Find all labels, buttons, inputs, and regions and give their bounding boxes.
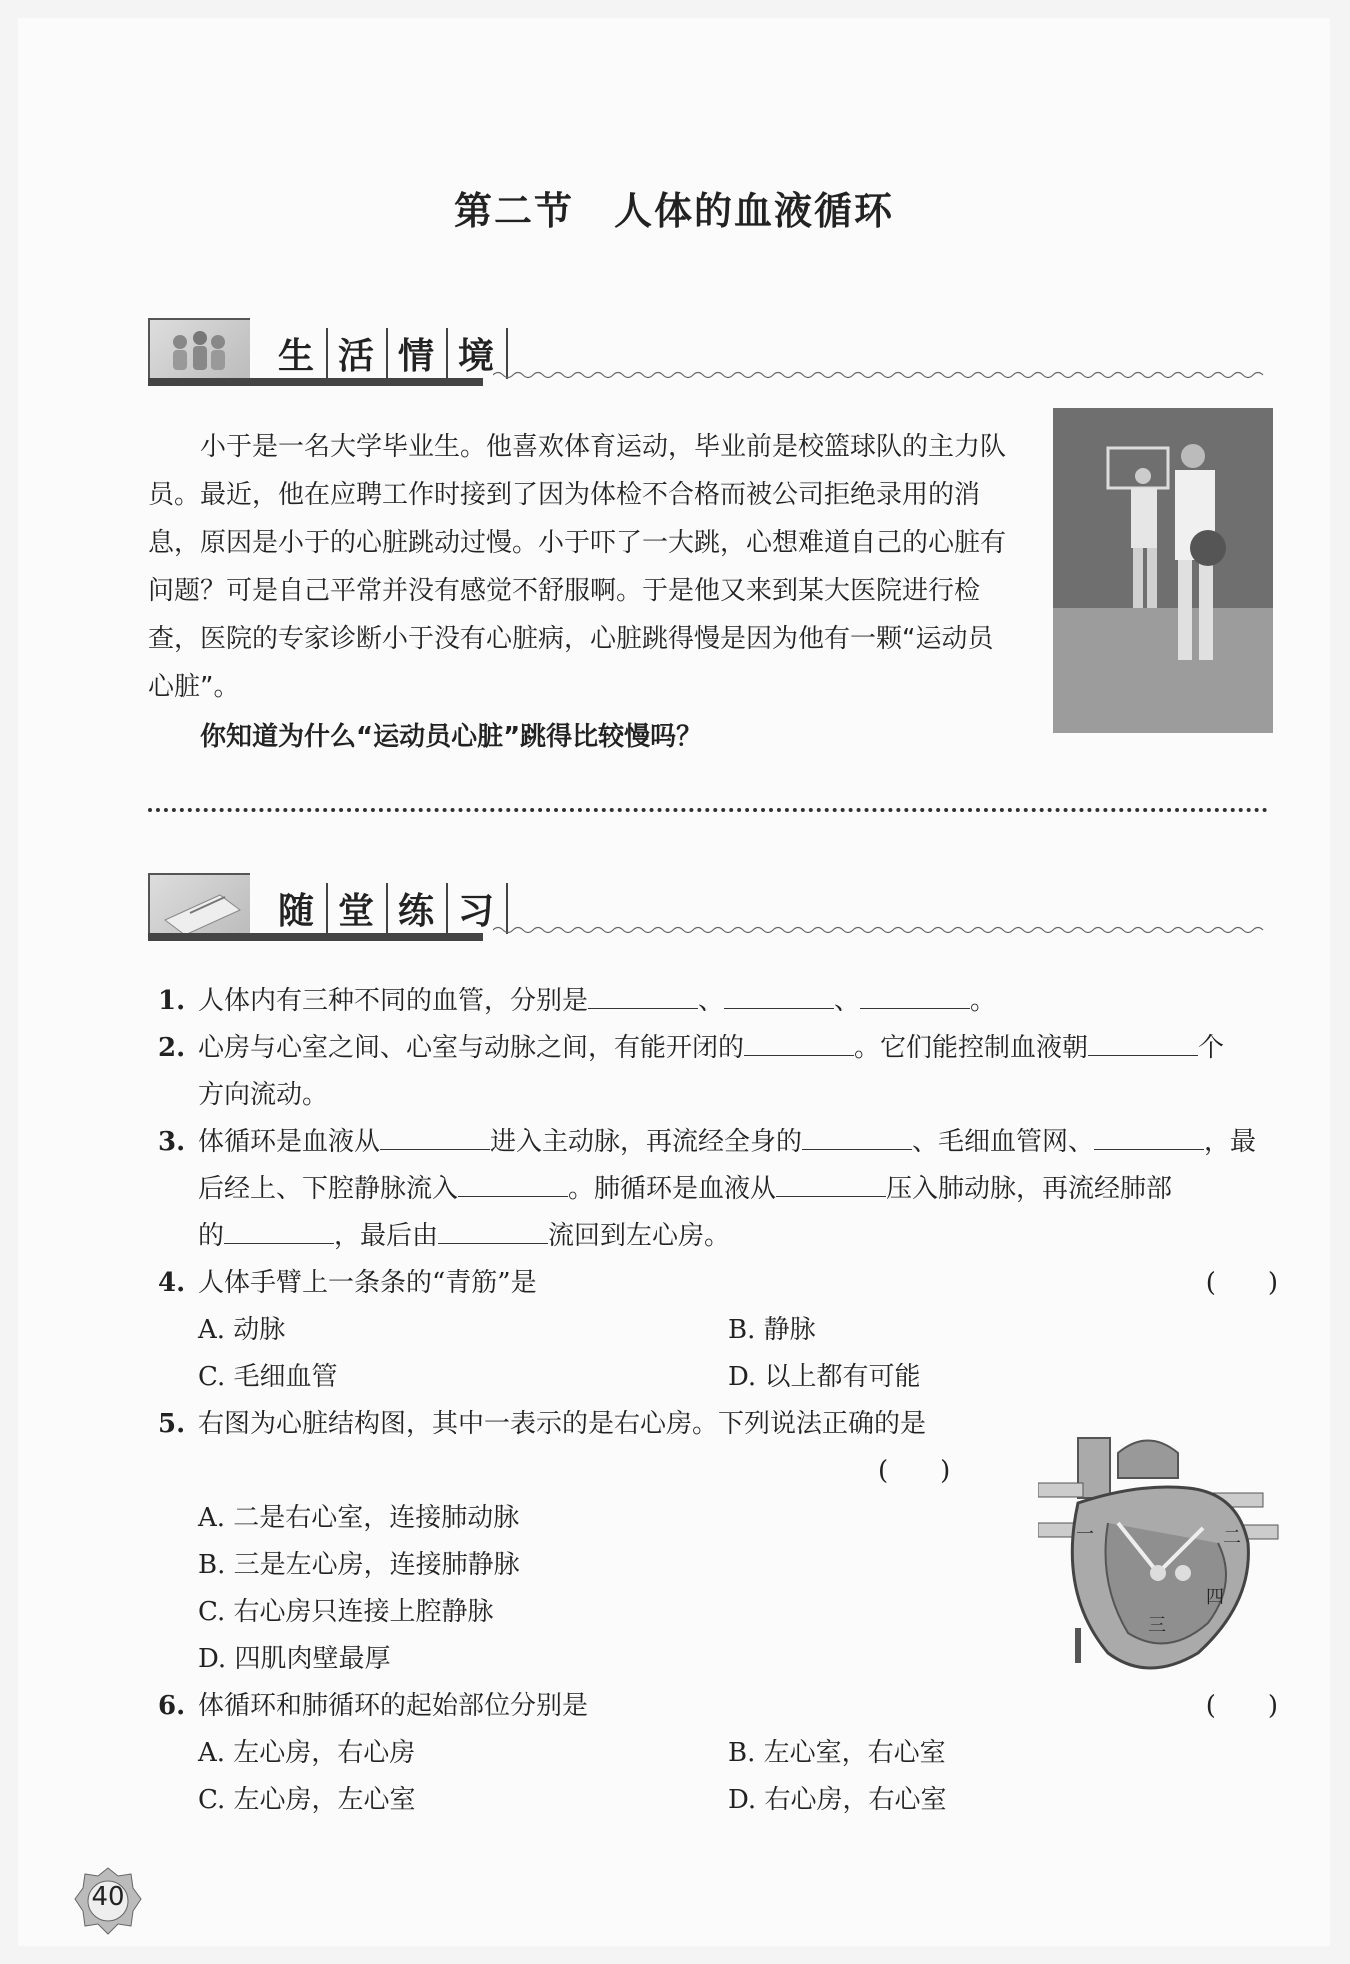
question-6: 6. 体循环和肺循环的起始部位分别是 ( ) (158, 1683, 1278, 1730)
notebook-icon (148, 873, 250, 939)
option-b[interactable]: B. 三是左心房，连接肺静脉 (198, 1550, 520, 1580)
section-title: 随 堂 练 习 (268, 883, 508, 934)
answer-blank[interactable] (724, 986, 834, 1009)
answer-blank[interactable] (458, 1174, 568, 1197)
heart-label-two: 二 (1223, 1527, 1241, 1548)
option-d[interactable]: D. 四肌肉壁最厚 (198, 1644, 391, 1674)
scene-paragraph: 小于是一名大学毕业生。他喜欢体育运动，毕业前是校篮球队的主力队员。最近，他在应聘工作时接到了因为体检不合格而被公司拒绝录用的消息，原因是小于的心脏跳动过慢。小于吓了一大跳，心想难道自己的心脏有问题？可是自己平常并没有感觉不舒服啊。于是他又来到某大医院进行检查，医院的专家诊断小于没有心脏病，心脏跳得慢是因为他有一颗“运动员心脏”。 (148, 432, 1007, 702)
option-a[interactable]: A. 左心房，右心房 (198, 1738, 416, 1768)
answer-blank[interactable] (588, 986, 698, 1009)
answer-blank[interactable] (744, 1033, 854, 1056)
option-d[interactable]: D. 以上都有可能 (728, 1362, 921, 1392)
page (18, 18, 1330, 1946)
section-bar (148, 378, 483, 386)
section-title: 生 活 情 境 (268, 328, 508, 379)
option-c[interactable]: C. 左心房，左心室 (198, 1785, 416, 1815)
heart-diagram (1038, 1433, 1288, 1683)
answer-blank[interactable] (860, 986, 970, 1009)
question-6-options (158, 1730, 1278, 1824)
exercise-list (158, 978, 1278, 1824)
page-number: 40 (91, 1882, 125, 1912)
question-1: 1. 人体内有三种不同的血管，分别是 、 、 。 (158, 986, 997, 1016)
heart-label-one: 一 (1076, 1524, 1094, 1545)
wavy-line (493, 925, 1268, 935)
answer-blank[interactable] (224, 1221, 334, 1244)
option-a[interactable]: A. 二是右心室，连接肺动脉 (198, 1503, 520, 1533)
question-2: 2. 心房与心室之间、心室与动脉之间，有能开闭的 。它们能控制血液朝 个 方向流动。 (158, 1033, 1225, 1110)
option-d[interactable]: D. 右心房，右心室 (728, 1785, 947, 1815)
section-header-life-scene (148, 318, 1268, 388)
answer-blank[interactable] (380, 1127, 490, 1150)
option-b[interactable]: B. 左心室，右心室 (728, 1738, 946, 1768)
answer-blank[interactable] (1094, 1127, 1204, 1150)
scene-question: 你知道为什么“运动员心脏”跳得比较慢吗？ (200, 722, 703, 752)
answer-paren[interactable]: ( ) (878, 1456, 951, 1486)
section-header-practice (148, 873, 1268, 943)
option-a[interactable]: A. 动脉 (198, 1315, 286, 1345)
question-4: 4. 人体手臂上一条条的“青筋”是 ( ) (158, 1260, 1278, 1307)
people-icon (148, 318, 250, 384)
answer-paren[interactable]: ( ) (1205, 1691, 1278, 1721)
answer-blank[interactable] (1088, 1033, 1198, 1056)
answer-paren[interactable]: ( ) (1205, 1268, 1278, 1298)
option-b[interactable]: B. 静脉 (728, 1315, 816, 1345)
answer-blank[interactable] (802, 1127, 912, 1150)
question-3: 3. 体循环是血液从 进入主动脉，再流经全身的 、毛细血管网、 ，最 后经上、下腔静脉流入 。肺循环是血液从 压入肺动脉，再流经肺部 的 ，最后由 流回到左心房。 (158, 1127, 1257, 1251)
answer-blank[interactable] (438, 1221, 548, 1244)
option-c[interactable]: C. 毛细血管 (198, 1362, 338, 1392)
dotted-divider (148, 808, 1268, 812)
page-title: 第二节 人体的血液循环 (453, 188, 894, 233)
question-4-options (158, 1307, 1278, 1401)
section-bar (148, 933, 483, 941)
heart-label-four: 四 (1206, 1587, 1224, 1608)
answer-blank[interactable] (776, 1174, 886, 1197)
question-5: 5. 右图为心脏结构图，其中一表示的是右心房。下列说法正确的是 (158, 1409, 927, 1439)
basketball-photo (1053, 408, 1273, 733)
wavy-line (493, 370, 1268, 380)
heart-label-three: 三 (1148, 1615, 1166, 1636)
option-c[interactable]: C. 右心房只连接上腔静脉 (198, 1597, 494, 1627)
